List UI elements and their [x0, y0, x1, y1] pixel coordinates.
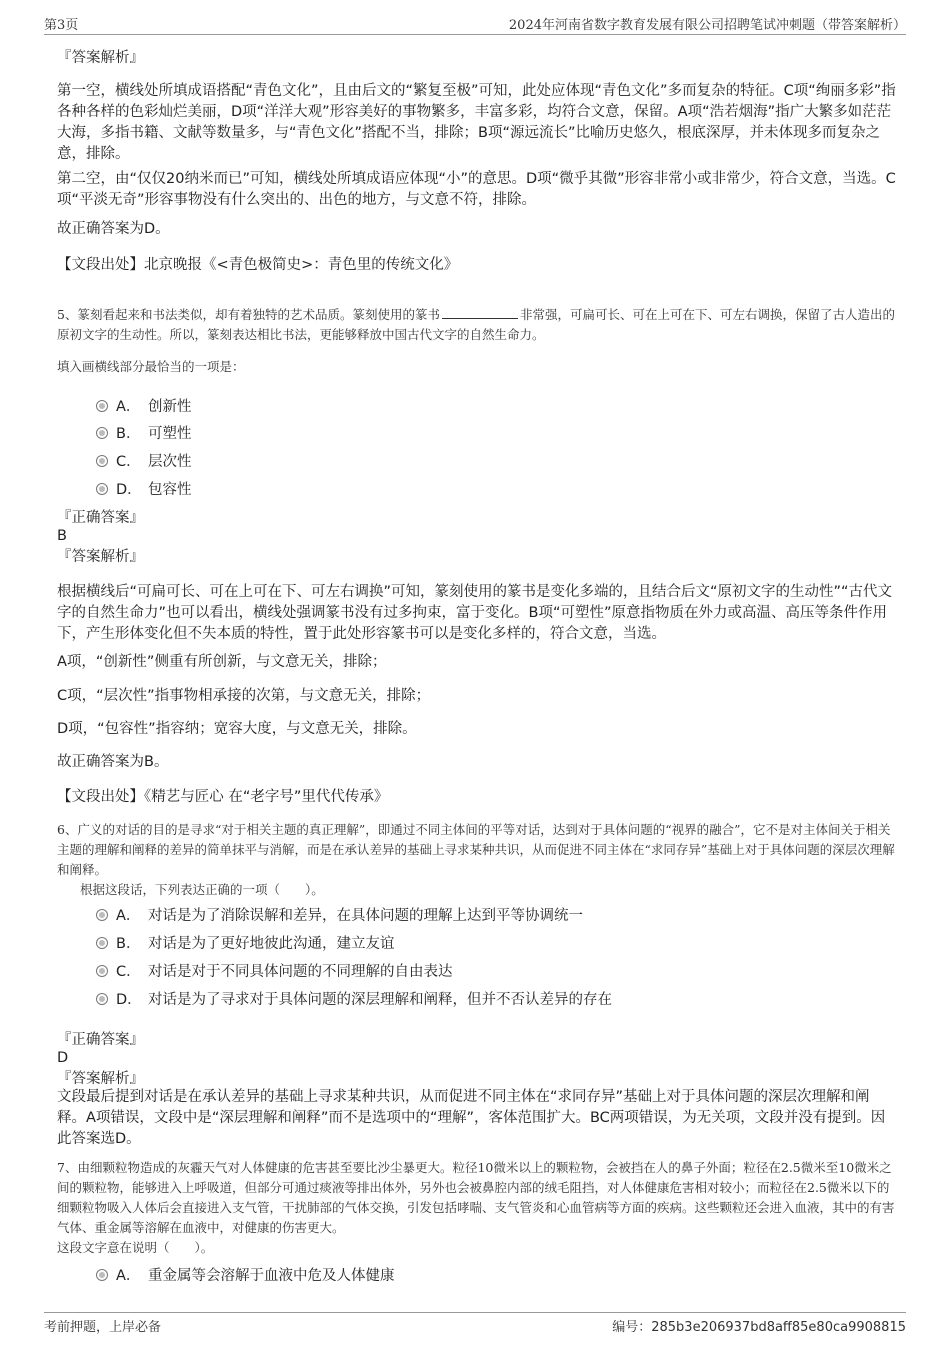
radio-button-icon[interactable] — [96, 965, 108, 977]
q5-analysis-c: C项，“层次性”指事物相承接的次第，与文意无关，排除； — [57, 688, 431, 704]
page-header — [44, 14, 906, 35]
q6-prompt: 根据这段话，下列表达正确的一项（ ）。 — [80, 882, 324, 897]
radio-button-icon[interactable] — [96, 993, 108, 1005]
q6-analysis: 文段最后提到对话是在承认差异的基础上寻求某种共识，从而促进不同主体在“求同存异”基础上对于具体问题的深层次理解和阐释。A项错误，文段中是“深层理解和阐释”而不是选项中的“理解”，客体范围扩大。BC两项错误，为无关项，文段并没有提到。因此答案选D。 — [57, 1089, 886, 1147]
radio-button-icon[interactable] — [96, 937, 108, 949]
radio-button-icon[interactable] — [96, 1269, 108, 1281]
q4-source: 【文段出处】北京晚报《<青色极简史>：青色里的传统文化》 — [57, 257, 459, 273]
option-text: 对话是为了寻求对于具体问题的深层理解和阐释，但并不否认差异的存在 — [148, 992, 612, 1008]
option-letter: C． — [116, 964, 141, 980]
q5-source: 【文段出处】《精艺与匠心 在“老字号”里代代传承》 — [57, 789, 389, 805]
q5-stem — [57, 305, 897, 345]
option-text: 对话是为了更好地彼此沟通，建立友谊 — [148, 936, 395, 952]
option-text: 包容性 — [148, 482, 192, 498]
option-letter: C． — [116, 454, 141, 470]
document-title: 2024年河南省数字教育发展有限公司招聘笔试冲刺题（带答案解析） — [508, 18, 906, 33]
option-text: 重金属等会溶解于血液中危及人体健康 — [148, 1268, 395, 1284]
option-letter: D． — [116, 482, 142, 498]
q6-analysis-label: 『答案解析』 — [57, 1071, 144, 1087]
option-letter: A． — [116, 1268, 141, 1284]
code-label: 编号： — [612, 1320, 652, 1335]
page-number: 第3页 — [44, 18, 79, 33]
q5-analysis-p1: 根据横线后“可扁可长、可在上可在下、可左右调换”可知，篆刻使用的篆书是变化多端的，且结合后文“原初文字的生动性”“古代文字的自然生命力”也可以看出，横线处强调篆书没有过多拘束，富于变化。B项“可塑性”原意指物质在外力或高温、高压等条件作用下，产生形体变化但不失本质的特性，置于此处形容篆书可以是变化多样的，符合文意，当选。 — [57, 584, 893, 642]
option-text: 创新性 — [148, 399, 192, 415]
option-text: 对话是为了消除误解和差异，在具体问题的理解上达到平等协调统一 — [148, 908, 583, 924]
fill-in-blank — [442, 306, 518, 319]
option-letter: A． — [116, 399, 141, 415]
q5-analysis-label: 『答案解析』 — [57, 549, 144, 565]
q4-analysis-p1: 第一空，横线处所填成语搭配“青色文化”，且由后文的“繁复至极”可知，此处应体现“青色文化”多而复杂的特征。C项“绚丽多彩”指各种各样的色彩灿烂美丽，D项“洋洋大观”形容美好的事物繁多，丰富多彩，均符合文意，保留。A项“浩若烟海”指广大繁多如茫茫大海，多指书籍、文献等数量多，与“青色文化”搭配不当，排除；B项“源远流长”比喻历史悠久，根底深厚，并未体现多而复杂之意，排除。 — [57, 83, 896, 162]
code-value: 285b3e206937bd8aff85e80ca9908815 — [651, 1320, 906, 1335]
option-letter: B． — [116, 936, 141, 952]
document-code — [612, 1316, 906, 1335]
radio-button-icon[interactable] — [96, 400, 108, 412]
radio-button-icon[interactable] — [96, 455, 108, 467]
q5-correct-label: 『正确答案』 — [57, 510, 144, 526]
option-letter: B． — [116, 426, 141, 442]
q4-analysis-label: 『答案解析』 — [57, 50, 144, 66]
q5-conclusion: 故正确答案为B。 — [57, 754, 169, 770]
page-footer — [44, 1312, 906, 1335]
q6-stem: 6、广义的对话的目的是寻求“对于相关主题的真正理解”，即通过不同主体间的平等对话，达到对于具体问题的“视界的融合”，它不是对主体间关于相关主题的理解和阐释的差异的简单抹平与消解，而是在承认差异的基础上寻求某种共识，从而促进不同主体在“求同存异”基础上对于具体问题的深层次理解和阐释。 — [57, 822, 895, 877]
q5-stem-part2: 非常强，可扁可长、可在上可在下、可左右调换，保留了古人造出的原初文字的生动性。所以，篆刻表达相比书法，更能够释放中国古代文字的自然生命力。 — [57, 307, 895, 342]
q5-analysis-a: A项，“创新性”侧重有所创新，与文意无关，排除； — [57, 654, 387, 670]
radio-button-icon[interactable] — [96, 427, 108, 439]
q5-analysis-d: D项，“包容性”指容纳；宽容大度，与文意无关，排除。 — [57, 721, 417, 737]
option-text: 可塑性 — [148, 426, 192, 442]
option-text: 层次性 — [148, 454, 192, 470]
q5-answer: B — [57, 528, 67, 544]
q4-analysis-p2: 第二空，由“仅仅20纳米而已”可知，横线处所填成语应体现“小”的意思。D项“微乎其微”形容非常小或非常少，符合文意，当选。C项“平淡无奇”形容事物没有什么突出的、出色的地方，与文意不符，排除。 — [57, 171, 896, 208]
radio-button-icon[interactable] — [96, 909, 108, 921]
q7-prompt: 这段文字意在说明（ ）。 — [57, 1240, 214, 1255]
q7-stem: 7、由细颗粒物造成的灰霾天气对人体健康的危害甚至要比沙尘暴更大。粒径10微米以上的颗粒物，会被挡在人的鼻子外面；粒径在2.5微米至10微米之间的颗粒物，能够进入上呼吸道，但部分可通过痰液等排出体外，另外也会被鼻腔内部的绒毛阻挡，对人体健康危害相对较小；而粒径在2.5微米以下的细颗粒物吸入人体后会直接进入支气管，干扰肺部的气体交换，引发包括哮喘、支气管炎和心血管病等方面的疾病。这些颗粒还会进入血液，其中的有害气体、重金属等溶解在血液中，对健康的伤害更大。 — [57, 1160, 895, 1235]
q4-conclusion: 故正确答案为D。 — [57, 221, 170, 237]
q5-prompt: 填入画横线部分最恰当的一项是： — [57, 359, 245, 374]
q6-correct-label: 『正确答案』 — [57, 1032, 144, 1048]
option-letter: A． — [116, 908, 141, 924]
q6-answer: D — [57, 1050, 69, 1066]
radio-button-icon[interactable] — [96, 483, 108, 495]
q5-stem-part1: 5、篆刻看起来和书法类似，却有着独特的艺术品质。篆刻使用的篆书 — [57, 307, 440, 322]
footer-slogan: 考前押题，上岸必备 — [44, 1320, 162, 1335]
option-text: 对话是对于不同具体问题的不同理解的自由表达 — [148, 964, 453, 980]
option-letter: D． — [116, 992, 142, 1008]
